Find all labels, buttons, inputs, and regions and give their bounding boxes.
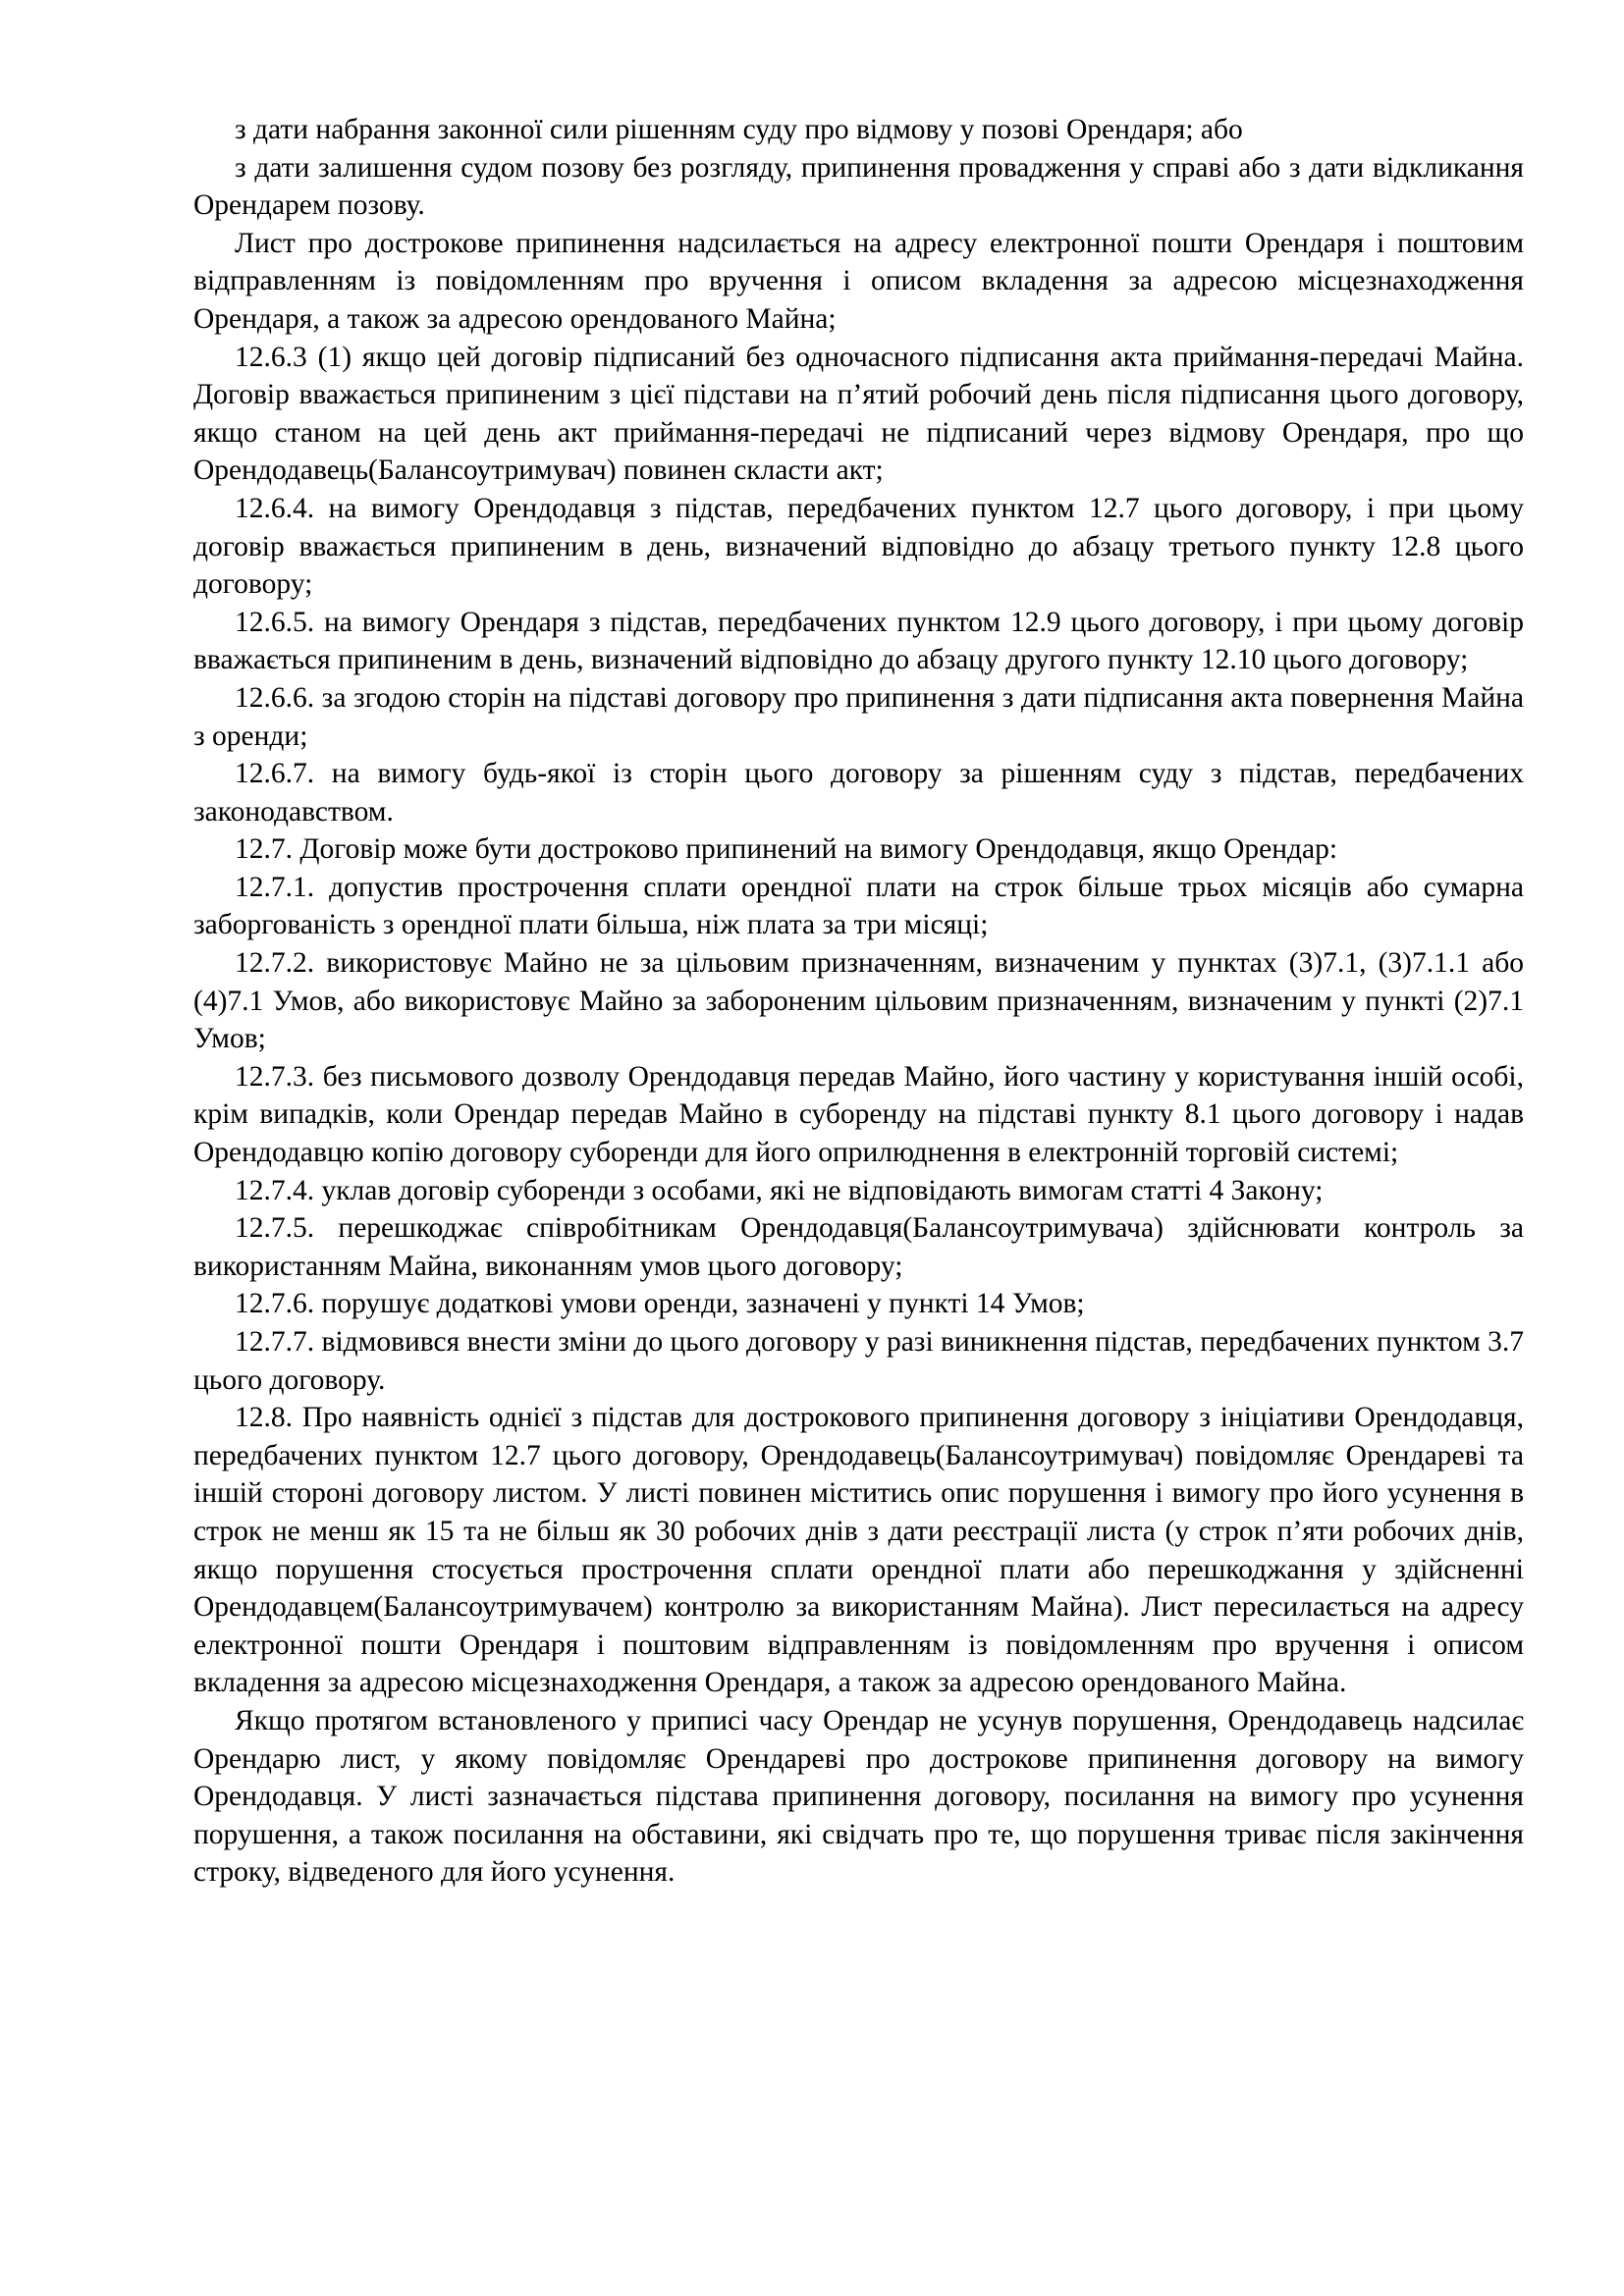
paragraph-12-6-7: 12.6.7. на вимогу будь-якої із сторін цього договору за рішенням суду з підстав, передбачених законодавством. (193, 758, 1524, 828)
paragraph-12-7-7: 12.7.7. відмовився внести зміни до цього договору у разі виникнення підстав, передбачених пунктом 3.7 цього договору. (193, 1326, 1524, 1396)
paragraph-claim-withdrawal: з дати залишення судом позову без розгляду, припинення провадження у справі або з дати відкликання Орендарем позову. (193, 151, 1524, 222)
paragraph-12-6-4: 12.6.4. на вимогу Орендодавця з підстав, передбачених пунктом 12.7 цього договору, і при цьому договір вважається припиненим в день, визначений відповідно до абзацу третього пункту 12.8 цього договору; (193, 492, 1524, 601)
document-page (193, 111, 1524, 1892)
paragraph-12-7: 12.7. Договір може бути достроково припинений на вимогу Орендодавця, якщо Орендар: (235, 833, 1338, 866)
paragraph-12-8-continuation: Якщо протягом встановленого у приписі часу Орендар не усунув порушення, Орендодавець надсилає Орендарю лист, у якому повідомляє Орендареві про дострокове припинення договору на вимогу Орендодавця. У листі зазначається підстава припинення договору, посилання на вимогу про усунення порушення, а також посилання на обставини, які свідчать про те, що порушення триває після закінчення строку, відведеного для його усунення. (193, 1704, 1524, 1889)
paragraph-12-7-4: 12.7.4. уклав договір суборенди з особами, які не відповідають вимогам статті 4 Закону; (235, 1174, 1324, 1206)
paragraph-12-7-2: 12.7.2. використовує Майно не за цільовим призначенням, визначеним у пунктах (3)7.1, (3)7.1.1 або (4)7.1 Умов, або використовує Майно за забороненим цільовим призначенням, визначеним у пункті (2)7.1 Умов; (193, 947, 1524, 1055)
paragraph-12-7-1: 12.7.1. допустив прострочення сплати орендної плати на строк більше трьох місяців або сумарна заборгованість з орендної плати більша, ніж плата за три місяці; (193, 871, 1524, 941)
paragraph-12-6-3: 12.6.3 (1) якщо цей договір підписаний без одночасного підписання акта приймання-передачі Майна. Договір вважається припиненим з цієї підстави на п’ятий робочий день після підписання цього договору, якщо станом на цей день акт приймання-передачі не підписаний через відмову Орендаря, про що Орендодавець(Балансоутримувач) повинен скласти акт; (193, 341, 1524, 487)
paragraph-termination-letter: Лист про дострокове припинення надсилається на адресу електронної пошти Орендаря і поштовим відправленням із повідомленням про вручення і описом вкладення за адресою місцезнаходження Орендаря, а також за адресою орендованого Майна; (193, 227, 1524, 335)
paragraph-12-6-5: 12.6.5. на вимогу Орендаря з підстав, передбачених пунктом 12.9 цього договору, і при цьому договір вважається припиненим в день, визначений відповідно до абзацу другого пункту 12.10 цього договору; (193, 606, 1524, 676)
paragraph-12-8: 12.8. Про наявність однієї з підстав для дострокового припинення договору з ініціативи Орендодавця, передбачених пунктом 12.7 цього договору, Орендодавець(Балансоутримувач) повідомляє Орендареві та іншій стороні договору листом. У листі повинен міститись опис порушення і вимогу про його усунення в строк не менш як 15 та не більш як 30 робочих днів з дати реєстрації листа (у строк п’яти робочих днів, якщо порушення стосується прострочення сплати орендної плати або перешкоджання у здійсненні Орендодавцем(Балансоутримувачем) контролю за використанням Майна). Лист пересилається на адресу електронної пошти Орендаря і поштовим відправленням із повідомленням про вручення і описом вкладення за адресою місцезнаходження Орендаря, а також за адресою орендованого Майна. (193, 1402, 1524, 1699)
paragraph-court-refusal: з дати набрання законної сили рішенням суду про відмову у позові Орендаря; або (235, 114, 1243, 145)
paragraph-12-7-3: 12.7.3. без письмового дозволу Орендодавця передав Майно, його частину у користування іншій особі, крім випадків, коли Орендар передав Майно в суборенду на підставі пункту 8.1 цього договору і надав Орендодавцю копію договору суборенди для його оприлюднення в електронній торговій системі; (193, 1060, 1524, 1169)
paragraph-12-7-6: 12.7.6. порушує додаткові умови оренди, зазначені у пункті 14 Умов; (235, 1288, 1085, 1320)
paragraph-12-6-6: 12.6.6. за згодою сторін на підставі договору про припинення з дати підписання акта повернення Майна з оренди; (193, 681, 1524, 752)
paragraph-12-7-5: 12.7.5. перешкоджає співробітникам Орендодавця(Балансоутримувача) здійснювати контроль за використанням Майна, виконанням умов цього договору; (193, 1212, 1524, 1282)
